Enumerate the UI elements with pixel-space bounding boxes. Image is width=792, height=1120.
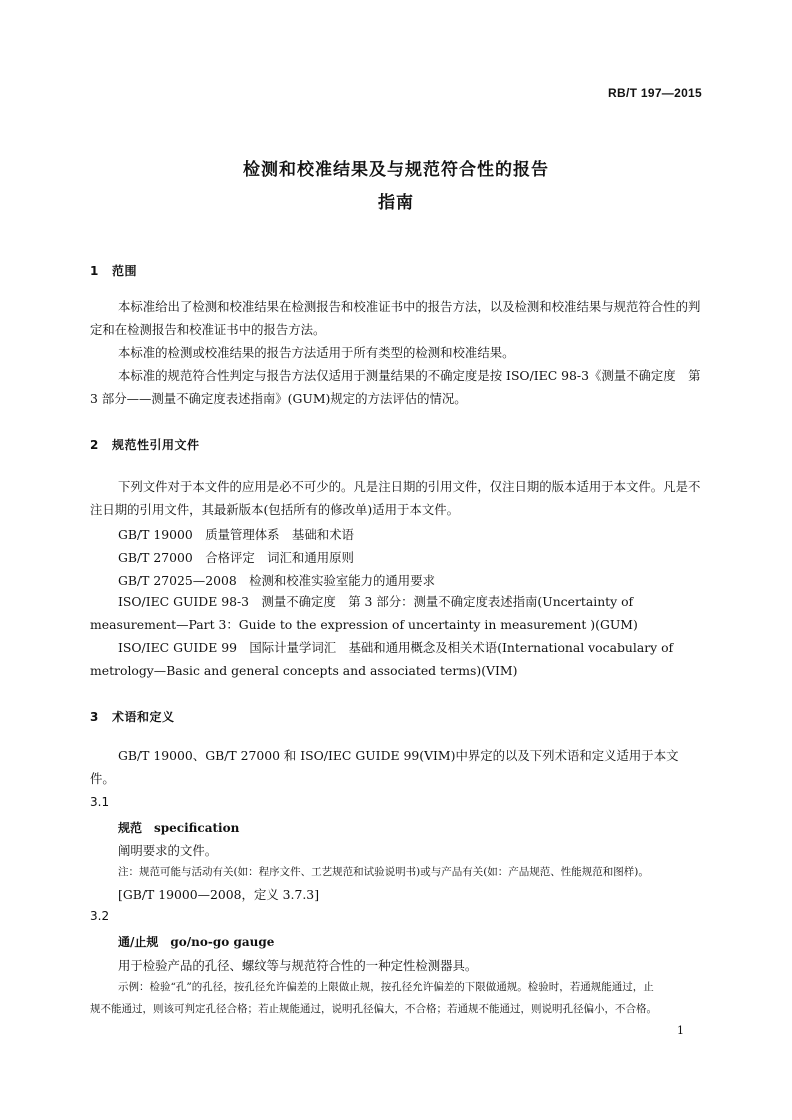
section-number: 1 — [90, 264, 99, 278]
section-1-paragraph-2: 本标准的检测或校准结果的报告方法适用于所有类型的检测和校准结果。 — [118, 345, 515, 360]
term-source: [GB/T 19000—2008，定义 3.7.3] — [118, 887, 320, 902]
reference-item: GB/T 27025—2008 检测和校准实验室能力的通用要求 — [118, 573, 435, 588]
term-number: 3.2 — [90, 909, 110, 923]
page-number: 1 — [677, 1024, 684, 1037]
term-zh: 通/止规 — [118, 935, 159, 949]
term-heading — [118, 933, 274, 950]
document-subtitle: 指南 — [378, 193, 414, 213]
section-2-paragraph-1: 下列文件对于本文件的应用是必不可少的。凡是注日期的引用文件，仅注日期的版本适用于本文件。凡是不注日期的引用文件，其最新版本(包括所有的修改单)适用于本文件。 — [90, 479, 701, 517]
document-title: 检测和校准结果及与规范符合性的报告 — [243, 160, 549, 180]
section-3-paragraph-1: GB/T 19000、GB/T 27000 和 ISO/IEC GUIDE 99(VIM)中界定的以及下列术语和定义适用于本文件。 — [90, 748, 679, 786]
standard-code: RB/T 197—2015 — [608, 86, 702, 100]
section-number: 2 — [90, 438, 99, 452]
term-number: 3.1 — [90, 795, 110, 809]
section-number: 3 — [90, 710, 99, 724]
reference-item: ISO/IEC GUIDE 99 国际计量学词汇 基础和通用概念及相关术语(International vocabulary of metrology—Basic and general concepts and associated terms)(VIM) — [90, 640, 674, 678]
reference-item: GB/T 27000 合格评定 词汇和通用原则 — [118, 550, 354, 565]
term-definition: 阐明要求的文件。 — [118, 843, 218, 858]
term-definition: 用于检验产品的孔径、螺纹等与规范符合性的一种定性检测器具。 — [118, 958, 478, 973]
section-3-heading — [90, 708, 175, 725]
term-heading — [118, 819, 239, 836]
section-1-paragraph-3: 本标准的规范符合性判定与报告方法仅适用于测量结果的不确定度是按 ISO/IEC 98-3《测量不确定度 第 3 部分——测量不确定度表述指南》(GUM)规定的方法评估的情况。 — [90, 368, 701, 406]
term-note: 注：规范可能与活动有关(如：程序文件、工艺规范和试验说明书)或与产品有关(如：产品规范、性能规范和图样)。 — [118, 866, 649, 878]
section-title: 范围 — [112, 264, 138, 278]
section-title: 规范性引用文件 — [112, 438, 200, 452]
section-2-heading — [90, 436, 200, 453]
term-example: 示例：检验“孔”的孔径，按孔径允许偏差的上限做止规，按孔径允许偏差的下限做通规。检验时，若通规能通过，止 — [118, 981, 654, 993]
term-zh: 规范 — [118, 821, 143, 835]
term-example: 规不能通过，则该可判定孔径合格；若止规能通过，说明孔径偏大，不合格；若通规不能通过，则说明孔径偏小，不合格。 — [90, 1003, 657, 1015]
section-title: 术语和定义 — [112, 710, 175, 724]
section-1-heading — [90, 262, 137, 279]
term-en: specification — [154, 821, 240, 835]
reference-item: ISO/IEC GUIDE 98-3 测量不确定度 第 3 部分：测量不确定度表述指南(Uncertainty of measurement—Part 3：Guide to the expression of uncertainty in measurement )(GUM) — [90, 594, 638, 632]
section-1-paragraph-1: 本标准给出了检测和校准结果在检测报告和校准证书中的报告方法，以及检测和校准结果与规范符合性的判定和在检测报告和校准证书中的报告方法。 — [90, 299, 701, 337]
reference-item: GB/T 19000 质量管理体系 基础和术语 — [118, 527, 354, 542]
term-en: go/no-go gauge — [170, 935, 275, 949]
